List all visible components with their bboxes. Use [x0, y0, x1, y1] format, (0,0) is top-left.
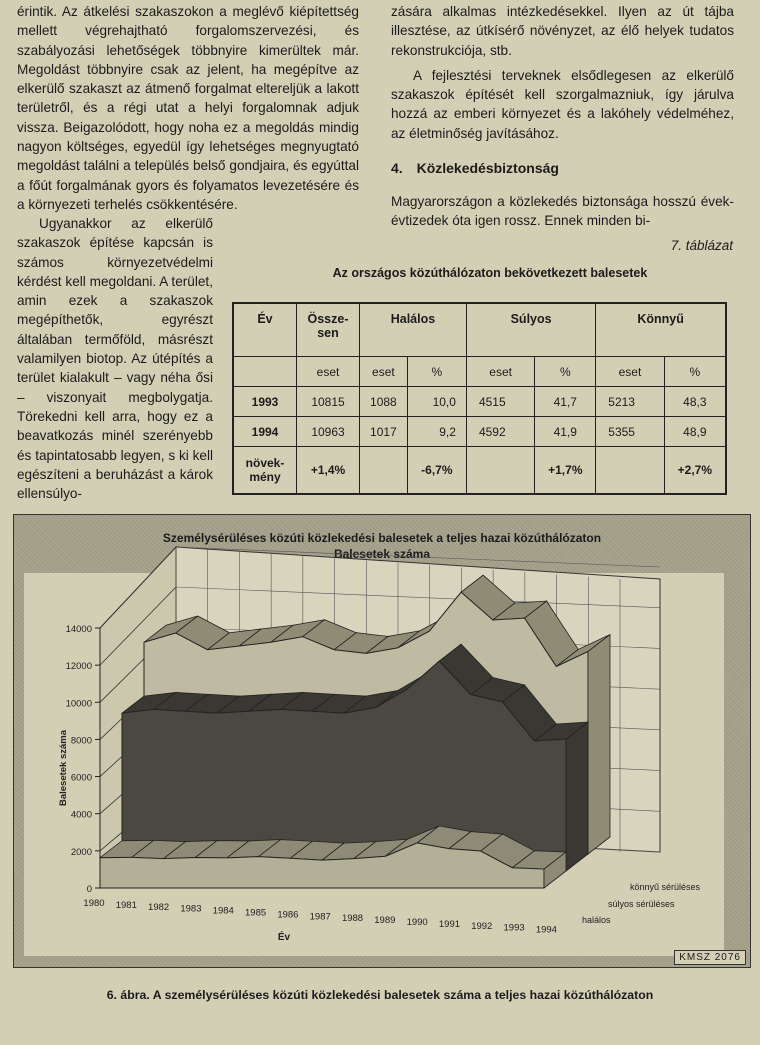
cell: 1088	[360, 387, 408, 417]
x-tick-label: 1982	[148, 901, 170, 913]
cell: 10963	[297, 417, 360, 447]
chart-subtitle: Balesetek száma	[333, 547, 431, 561]
cell: 10815	[297, 387, 360, 417]
area-side-face	[566, 722, 588, 871]
y-tick-label: 6000	[70, 772, 92, 784]
paragraph: A fejlesztési terveknek elsődlegesen az elkerülő szakaszok építését kell szorgalmazniuk, így járulva hozzá az emberi környezet és a lakóhely védelméhez, az életminőség javításához.	[391, 67, 734, 141]
cell: növek-mény	[233, 447, 297, 495]
section-title: Közlekedésbiztonság	[416, 160, 559, 176]
x-tick-label: 1994	[535, 924, 557, 936]
header-light: Könnyű	[596, 303, 726, 357]
table-subheader-row	[233, 357, 726, 387]
y-tick-label: 8000	[70, 735, 92, 747]
cell	[466, 447, 534, 495]
subheader-cell: %	[407, 357, 466, 387]
paragraph: érintik. Az átkelési szakaszokon a meglévő kiépítettség mellett végrehajtható forgalomszervezési, és szabályozási lehetőségek többnyire kimerültek már. Megoldást többnyire csak az jelent, ha megépítve az elkerülő szakaszt az átmenő forgalmat eltereljük a lakott területről, és a régi utat a helyi forgalomnak adjuk vissza. Beigazolódott, hogy noha ez a megoldás mindig nagyon költséges, egyedül így lehetséges megnyugtató megoldást találni a település belső gondjaira, és egyúttal a főút forgalmának gyors és folyamatos levezetésére és a környezeti terhelés csökkentésére.	[17, 4, 359, 212]
area-side-face	[588, 635, 610, 854]
legend-label: súlyos sérüléses	[608, 899, 675, 909]
area-chart-3d	[14, 515, 750, 967]
figure-caption: 6. ábra. A személysérüléses közúti közlekedési balesetek száma a teljes hazai közúthálózaton	[106, 988, 654, 1002]
y-tick-label: 10000	[65, 698, 92, 710]
y-tick-label: 0	[86, 884, 92, 895]
table-row	[233, 417, 726, 447]
x-tick-label: 1985	[245, 907, 267, 919]
cell: 4515	[466, 387, 534, 417]
cell	[360, 447, 408, 495]
table-increase-row	[233, 447, 726, 495]
x-tick-label: 1980	[83, 898, 105, 909]
cell	[596, 447, 664, 495]
left-column-paragraph-2	[17, 214, 213, 503]
x-tick-label: 1986	[277, 909, 299, 921]
right-column-paragraph-3	[391, 192, 734, 231]
subheader-cell: %	[535, 357, 596, 387]
left-column-paragraph-1	[17, 2, 359, 214]
table-label: 7. táblázat	[670, 238, 733, 253]
right-column	[391, 2, 734, 143]
cell: 5213	[596, 387, 664, 417]
section-number: 4.	[391, 160, 403, 176]
x-tick-label: 1981	[115, 899, 137, 911]
cell: 1993	[233, 387, 297, 417]
accident-table	[232, 302, 727, 495]
cell: 41,7	[535, 387, 596, 417]
y-tick-label: 2000	[70, 846, 92, 858]
subheader-cell: eset	[360, 357, 408, 387]
cell: 4592	[466, 417, 534, 447]
subheader-cell: eset	[297, 357, 360, 387]
cell: +1,7%	[535, 447, 596, 495]
y-tick-label: 12000	[65, 661, 92, 673]
subheader-cell: eset	[596, 357, 664, 387]
legend-label: könnyű sérüléses	[630, 882, 701, 892]
chart-title: Személysérüléses közúti közlekedési balesetek a teljes hazai közúthálózaton	[162, 531, 602, 545]
cell: -6,7%	[407, 447, 466, 495]
cell: 10,0	[407, 387, 466, 417]
header-year: Év	[233, 303, 297, 357]
cell: 48,3	[664, 387, 726, 417]
header-serious: Súlyos	[466, 303, 595, 357]
cell: +2,7%	[664, 447, 726, 495]
header-total: Össze-sen	[297, 303, 360, 357]
x-tick-label: 1983	[180, 903, 202, 915]
cell: 48,9	[664, 417, 726, 447]
x-tick-label: 1991	[438, 918, 461, 930]
subheader-cell: eset	[466, 357, 534, 387]
paragraph: zására alkalmas intézkedésekkel. Ilyen az út tájba illesztése, az útkísérő növényzet, az élő helyek tudatos rekonstrukciója, stb.	[391, 4, 734, 58]
table-row	[233, 387, 726, 417]
x-tick-label: 1989	[374, 915, 396, 927]
x-tick-label: 1990	[406, 917, 428, 928]
x-tick-label: 1993	[503, 922, 525, 934]
subheader-cell: %	[664, 357, 726, 387]
x-tick-label: 1984	[212, 905, 234, 917]
x-tick-label: 1987	[309, 911, 331, 923]
cell: 9,2	[407, 417, 466, 447]
cell: 1994	[233, 417, 297, 447]
subheader-cell	[233, 357, 297, 387]
y-tick-label: 14000	[65, 624, 92, 635]
cell: 5355	[596, 417, 664, 447]
figure-badge: KMSZ 2076	[674, 950, 746, 965]
cell: 1017	[360, 417, 408, 447]
paragraph: Magyarországon a közlekedés biztonsága hosszú évek-évtizedek óta igen rossz. Ennek minden bi-	[391, 194, 734, 229]
x-axis-label: Év	[277, 932, 291, 943]
y-axis-label: Balesetek száma	[58, 729, 69, 807]
legend-label: halálos	[582, 915, 611, 925]
section-heading	[391, 160, 559, 176]
cell: +1,4%	[297, 447, 360, 495]
cell: 41,9	[535, 417, 596, 447]
x-tick-label: 1988	[341, 913, 364, 925]
chart-frame	[13, 514, 751, 968]
table-header-row	[233, 303, 726, 357]
paragraph: Ugyanakkor az elkerülő szakaszok építése kapcsán is számos környezetvédelmi kérdést kell megoldani. A terület, amin ezek a szakaszok megépíthetők, egyrészt általában termőföld, másrészt valamilyen biotop. Az útépítés a terület kialakult – vagy néha ősi – viszonyait megbolygatja. Törekedni kell arra, hogy ez a beavatkozás minél szerényebb és tapintatosabb legyen, s ki kell egészíteni a beruházást a károk ellensúlyo-	[17, 216, 213, 502]
x-tick-label: 1992	[471, 920, 493, 932]
y-tick-label: 4000	[70, 809, 92, 821]
table-title: Az országos közúthálózaton bekövetkezett balesetek	[332, 266, 648, 280]
header-fatal: Halálos	[360, 303, 467, 357]
